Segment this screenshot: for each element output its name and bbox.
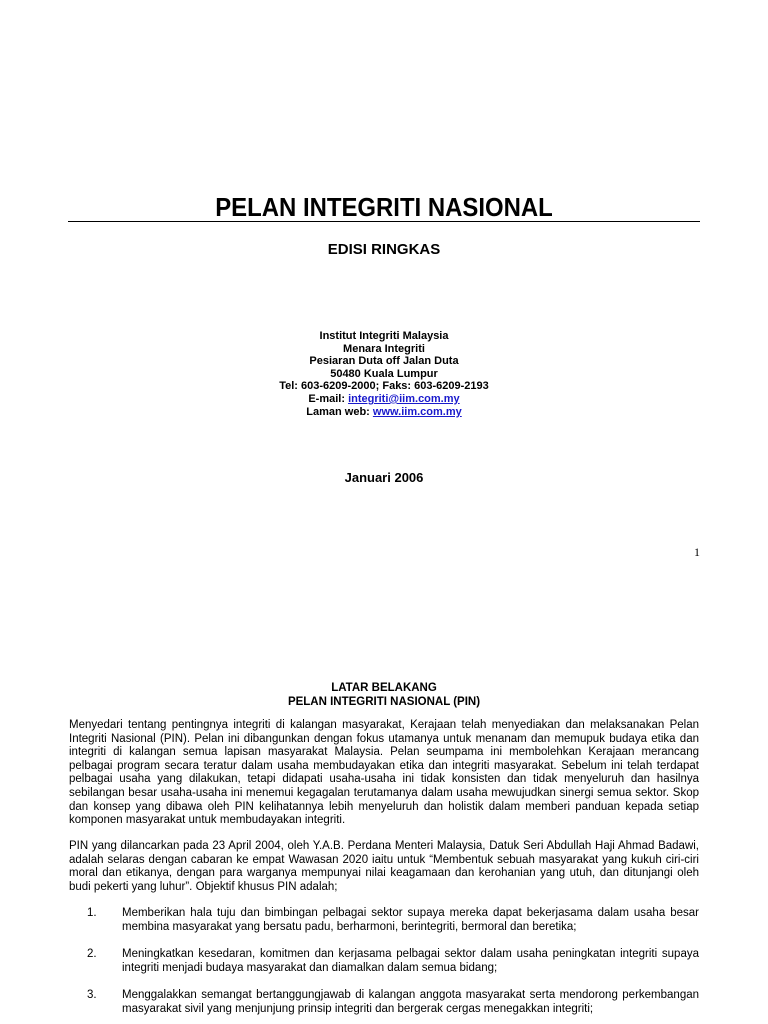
section-heading [0, 681, 768, 709]
website-link[interactable]: www.iim.com.my [372, 405, 462, 418]
email-link[interactable]: integriti@iim.com.my [348, 392, 460, 405]
section-heading-line-1: LATAR BELAKANG [331, 682, 437, 694]
objective-item [69, 907, 699, 934]
email-label: E-mail: [308, 392, 349, 405]
document-title: PELAN INTEGRITI NASIONAL [215, 192, 553, 222]
objective-number: 2. [87, 948, 97, 960]
objective-item [69, 989, 699, 1016]
tel-fax: Tel: 603-6209-2000; Faks: 603-6209-2193 [279, 380, 489, 393]
objective-text: Meningkatkan kesedaran, komitmen dan kerjasama pelbagai sektor dalam usaha peningkatan integriti supaya integriti menjadi budaya masyarakat dan diamalkan dalam semua bidang; [122, 948, 699, 974]
email-line [0, 393, 768, 406]
org-name: Institut Integriti Malaysia [319, 330, 449, 342]
web-line [0, 406, 768, 419]
section-heading-line-2: PELAN INTEGRITI NASIONAL (PIN) [287, 696, 481, 708]
publication-date: Januari 2006 [344, 470, 424, 485]
document-subtitle: EDISI RINGKAS [327, 241, 441, 258]
building-name: Menara Integriti [343, 342, 425, 355]
title-divider [68, 221, 700, 222]
street-address: Pesiaran Duta off Jalan Duta [309, 355, 459, 368]
paragraph: Menyedari tentang pentingnya integriti di kalangan masyarakat, Kerajaan telah menyediakan dan melaksanakan Pelan Integriti Nasional (PIN). Pelan ini dibangunkan dengan fokus utamanya untuk menanam dan memupuk budaya etika dan integriti di kalangan semua lapisan masyarakat Malaysia. Pelan seumpama ini membolehkan Kerajaan merancang pelbagai program secara teratur dalam usaha membudayakan etika dan integriti masyarakat. Sebelum ini telah terdapat pelbagai usaha yang dilakukan, tetapi didapati usaha-usaha ini tidak konsisten dan tidak menyeluruh dan hasilnya sebilangan besar usaha-usaha ini menemui kegagalan terutamanya dalam usaha mewujudkan sinergi semua sektor. Skop dan konsep yang dibawa oleh PIN kelihatannya lebih menyeluruh dan holistik dalam memberi panduan kepada setiap komponen masyarakat untuk membudayakan integriti. [69, 719, 699, 827]
postcode-city: 50480 Kuala Lumpur [330, 367, 438, 380]
page-number: 1 [694, 545, 700, 559]
objective-text: Menggalakkan semangat bertanggungjawab di kalangan anggota masyarakat serta mendorong perkembangan masyarakat sivil yang menjunjung prinsip integriti dan bergerak cergas menegakkan integriti; [122, 989, 699, 1015]
web-label: Laman web: [306, 405, 373, 418]
objective-item [69, 948, 699, 975]
address-block [0, 330, 768, 418]
objective-text: Memberikan hala tuju dan bimbingan pelbagai sektor supaya mereka dapat bekerjasama dalam usaha besar membina masyarakat yang bersatu padu, berharmoni, berintegriti, bermoral dan beretika; [122, 907, 699, 933]
objective-number: 3. [87, 989, 97, 1001]
paragraph: PIN yang dilancarkan pada 23 April 2004, oleh Y.A.B. Perdana Menteri Malaysia, Datuk Seri Abdullah Haji Ahmad Badawi, adalah selaras dengan cabaran ke empat Wawasan 2020 iaitu untuk “Membentuk sebuah masyarakat yang kukuh ciri-ciri moral dan etikanya, dengan para warganya mempunyai nilai keagamaan dan kerohanian yang utuh, dan ditunjangi oleh budi pekerti yang luhur”. Objektif khusus PIN adalah; [69, 840, 699, 893]
objective-number: 1. [87, 907, 97, 919]
